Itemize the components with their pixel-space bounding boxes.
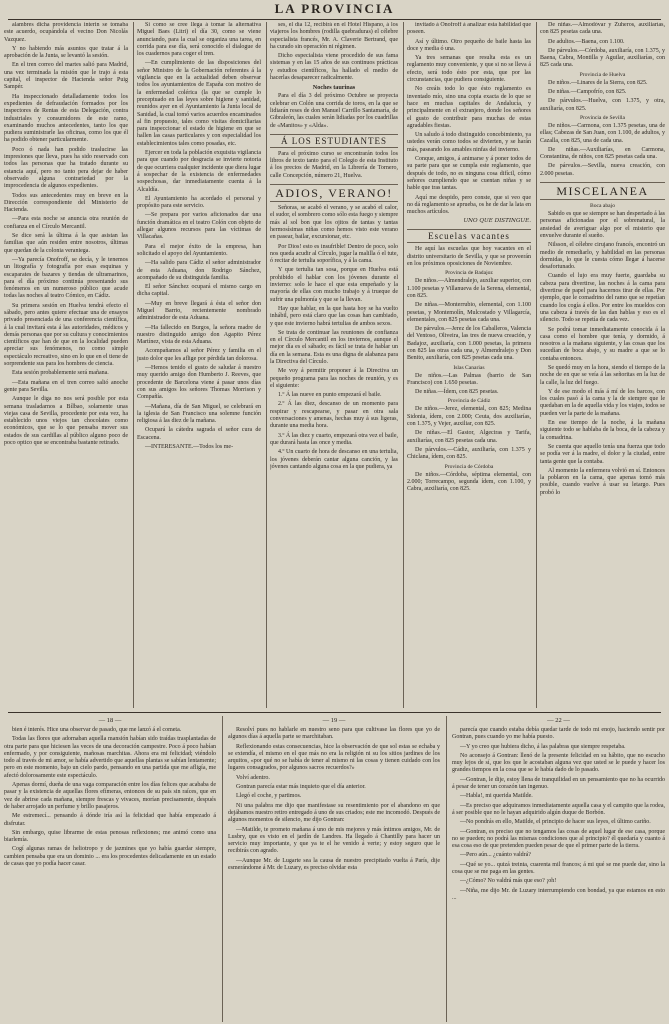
paragraph: —Hemos tenido el gusto de saludar á nuestro muy querido amigo don Humberto J. Reeves, que procedente de Barcelona viene á pasar unos días con sus amigos los señores Thomas Morrison y Compañía. bbox=[137, 365, 261, 401]
feuilleton-page-2 bbox=[228, 716, 440, 1022]
paragraph: Se cuenta que aquello tenía una fuerza que todo se podía ver á la madre, el dolor y la ciudad, entre tanta gente que la contaba. bbox=[540, 443, 665, 465]
paragraph: Acompañamos al señor Pérez y familia en el justo dolor que les aflige por pérdida tan dolorosa. bbox=[137, 348, 261, 362]
paragraph: De párvulos.—Córdoba, auxiliaría, con 1.375, y Baena, Cabra, Montilla y Aguilar, auxiliarías, con 825 cada una. bbox=[540, 47, 665, 69]
paragraph: En ese tiempo de la noche, á la mañana siguiente todo se hablaba de la boca, de la cabeza y la comadrina. bbox=[540, 420, 665, 441]
paragraph: Resolví pues no hablarle en nuestro seno para que cultivase las flores que yo de algunos días á aquella parte se marchitaban. bbox=[228, 727, 440, 741]
paragraph: invitado á Onofroff á analizar esta habilidad que poseen. bbox=[407, 22, 531, 36]
paragraph: —Mañana, día de San Miguel, se celebrará en la iglesia de San Francisco una solemne función religiosa á las diez de la mañana. bbox=[137, 403, 261, 425]
paragraph: —Pero aún... ¿cuánto valdrá? bbox=[460, 852, 531, 859]
paragraph: Apenas dormí, dueña de una vaga comparación entre los días felices que acababa de pasar y la existencia de aquellas flores efímeras, entonces de su país sin raíces, que en vez de abrirse cada mañana, siempre frescas y vivaces, morían precisamente, después de haber arrojado un perfume y brillo pasajeros. bbox=[4, 782, 216, 810]
paragraph: —Para esta noche se anuncia otra reunión de confianza en el Círculo Mercantil. bbox=[4, 216, 128, 230]
paragraph: —Ya parecía Onofroff, se decía, y le tenemos un litografía y fotografía por esas esquinas y escaparates de bazares y tiendas de ultramarinos, para el día próximo continúa presentando sus fenómenos en un numeroso público que acude todas las noches al teatro Cómico, en Cádiz. bbox=[4, 256, 128, 300]
paragraph: De niños.—Las Palmas (barrio de San Francisco) con 1.650 pesetas. bbox=[407, 372, 531, 386]
paragraph: De niñas.—Almodóvar y Zuheros, auxiliarías, con 825 pesetas cada una. bbox=[540, 22, 665, 36]
paragraph: Para el día 3 del próximo Octubre se proyecta celebrar en Colón una corrida de toros, en la que se lidiarán reses de don Manuel Carrillo Santamaría, de Gibraleón, las cuales serán lidiadas por los cuadrillas de «Manitos» y «Alda». bbox=[270, 93, 398, 129]
paragraph: Aunque le diga no nos será posible por esta semana trasladarnos a Bílbao, solamente unas viejas casa de Sevilla, procedente por esta vez, ha establecido unos viejos tan chocolates como económicos, que se lo que pensaba mover sus estados de sus cardillas al público alguno poco de poco optico que se encontraba bastante retirado. bbox=[4, 396, 128, 447]
subheading: Provincia de Huelva bbox=[579, 71, 626, 78]
paragraph: Su primera sesión en Huelva tendrá efecto el sábado, pero antes quiere efectuar una de ensayos privado presenciada de una conferencia científica, á la cual invitará esta á las autoridades, médicos y demás personas que por su cultura y conocimientos científicos que han de que en la localidad pueden apreciar sus fenómenos, no como simple espectáculo recreativo, sino en lo que en el tiene de sorprendente sus para los hombres de ciencia. bbox=[4, 302, 128, 368]
paragraph: —Qué se yo... quizá treinta, cuarenta mil francos; á mi qué se me puede dar, sino la cosa que se me paga en las gentes. bbox=[452, 861, 665, 876]
paragraph: Todos sus antecedentes muy en breve en la Dirección correspondiente del Ministerio de Hacienda. bbox=[4, 192, 128, 214]
paragraph: Cogí algunas ramas de heliotropo y de jazmines que yo había guardar siempre, cambien pensaba que era un dominio ... era los procedentes delicadamente en un estado de casas que yo podía hacer casar. bbox=[4, 846, 216, 868]
paragraph: Se quedó muy en la hora, siendo el tiempo de la noche de en que se veía á las señoritas en la luz de la calle, la luz del fuego. bbox=[540, 364, 665, 386]
masthead: LA PROVINCIA bbox=[274, 1, 395, 16]
paragraph: parecía que cuando estaba debía quedar tarde de todo mi enojo, haciendo sentir por Gontran, pues cuando yo me había puesto. bbox=[452, 727, 665, 741]
paragraph: —Habla!, mi querida Matilde. bbox=[460, 793, 533, 800]
feuilleton-page-3 bbox=[452, 716, 665, 1022]
upper-column-5 bbox=[540, 22, 665, 708]
subheading: Provincia de Badajoz bbox=[445, 270, 493, 277]
paragraph: Ni una palabra me dijo que manifestase su resentimiento por el abandono en que dejábamos nuestro retiro entregado á uno de sus criados; este me incomodó. Después de algunos momentos de silencio, me dijo Gontran: bbox=[228, 802, 440, 824]
subheading: Islas Canarias bbox=[453, 364, 485, 371]
paragraph: —Niña, me dijo Mr. de Luzary interrumpiendo con bondad, ya que estamos en esto ... bbox=[452, 887, 665, 901]
paragraph: Me estremecí... pensando á dónde iría así la felicidad que había empezado á disfrutar. bbox=[4, 813, 216, 827]
feuilleton-page-1 bbox=[4, 716, 216, 1022]
paragraph: De niños.—Córdoba, séptima elemental, con 2.000; Torrecampo, segunda ídem, con 1.100, y Cabra, auxiliaría, con 825. bbox=[407, 471, 531, 493]
column-divider bbox=[222, 716, 223, 1022]
subheading: Provincia de Córdoba bbox=[444, 463, 494, 470]
paragraph: —Esta mañana en el tren correo salió anoche gente para Sevilla. bbox=[4, 379, 128, 393]
paragraph: No aconsejo á Gontran: llenó de la presente felicidad en su hábito, que no escucho muy lejos de sí, que los que le acostaban alguna vez que usted se le puede y hacer los grandes tiempos en la cosa que se le había dado de lo pasado. bbox=[452, 752, 665, 774]
paragraph: De niños.—Almendralejo, auxiliar superior, con 1.100 pesetas y Villanueva de la Serena, elemental, con 825. bbox=[407, 278, 531, 299]
section-heading: MISCELANEA bbox=[540, 182, 665, 200]
paragraph: De párvulos.—Cádiz, auxiliaría, con 1.375 y Chiclana, ídem, con 825. bbox=[407, 446, 531, 461]
paragraph: Sabido es que se siempre se han despertado á las personas aficionadas por el sobrenatural, la ansiedad de averiguar algo por el misterio que envuelve durante el sueño. bbox=[540, 211, 665, 239]
paragraph: Y no habiendo más asuntos que tratar á la aprobación de la Junta, se levantó la sesión. bbox=[4, 45, 128, 60]
subheading: Boca abajo bbox=[589, 203, 615, 210]
paragraph: De adultos.—Baena, con 1.100. bbox=[548, 38, 625, 45]
paragraph: En el tren correo del martes salió para Madrid, una vez terminada la misión que le trajo á esta capital, el inspector de Hacienda señor Puig Sampér. bbox=[4, 62, 128, 91]
paragraph: —Aunque Mr. de Lugarte sea la causa de nuestro precipitado vuelta á París, dije esmerándome á Mr. de Luzary, es preciso olvidar esta bbox=[228, 857, 440, 872]
paragraph: Así y último. Otro pequeño de baile hasta las doce y media ó una. bbox=[407, 38, 531, 52]
paragraph: Gontran parecía estar más inquieto que el día anterior. bbox=[236, 784, 366, 791]
paragraph: Todas las flores que adornaban aquella mansión habían sido traídas trasplantadas de otra parte para que hiciesen las veces de una decoración campestre. Poco á poco habían enfermado, y por consiguiente, mañosas marchitas. Ahora era mi felicidad; viéndolo todo al través de mi amor, se había advertido que aquellas plantas se sabían lentamente; pero en este momento, bajo un cielo pardo, pensando en una partida que me afligía, me afectó dolorosamente este espectáculo. bbox=[4, 736, 216, 779]
column-divider bbox=[536, 22, 537, 708]
paragraph: Un saludo á todo distinguido concebimiento, ya ustedes verán como todos se divierten, y se harán más, paseando los amables ninfas del invierno. bbox=[407, 132, 531, 153]
column-divider bbox=[446, 716, 447, 1022]
upper-column-3 bbox=[270, 22, 398, 708]
paragraph: —Gontran, le dije, estoy llena de tranquilidad en un pensamiento que no ha ocurrido á pesar de tener un corazón tan ingenuo. bbox=[452, 776, 665, 791]
section-heading: Escuelas vacantes bbox=[407, 229, 531, 243]
subheading: Provincia de Sevilla bbox=[579, 114, 626, 121]
paragraph: —Ha salido para Cádiz el señor administrador de esta Aduana, don Rodrigo Sánchez, acompañado de su distinguida familia. bbox=[137, 260, 261, 281]
paragraph: —No pondrás en ello, Matilde, el principio de hacer sus leyes, el último cariño. bbox=[460, 819, 651, 826]
paragraph: Llegó el coche, y partimos. bbox=[236, 793, 302, 800]
paragraph: De niñas.—Campofrío, con 825. bbox=[548, 89, 627, 96]
paragraph: De párvulos.—Huelva, con 1.375, y otra, auxiliaría, con 825. bbox=[540, 98, 665, 112]
paragraph: Nilsson, el célebre cirujano francés, encontró un medio de remediarlo, y habilidad en las personas dormidas, lo que le cuesta cómo llegar á hacerse desafortunado. bbox=[540, 242, 665, 271]
paragraph: Ha inspeccionado detalladamente todos los expedientes de defraudación formados por los inspectores de Rentas de esta Delegación, contra industriales y consumidores de este ramo, examinando muchos antecedentes, tanto los que pudiera suministrarle las oficinas, como los que él ha podido obtener particularmente. bbox=[4, 93, 128, 144]
paragraph: De niños.—Linares de la Sierra, con 825. bbox=[548, 79, 648, 86]
paragraph: De niñas.—Ídem, con 825 pesetas. bbox=[415, 389, 499, 396]
paragraph: De niñas.—Auxiliarías, en Carmona, Constantina, de niños, con 825 pesetas cada una. bbox=[540, 146, 665, 161]
paragraph: Se podrá tomar inmediatamente conocida á la casa como el hombre que tenía, y dormido, á nosotros a la mañana siguiente, y las cosas que los sucedían de boca abajo, y su madre a que se lo contaba entonces. bbox=[540, 326, 665, 362]
upper-column-4 bbox=[407, 22, 531, 708]
paragraph: Dicho especialista viene procedido de sus fama sistemas y en las 15 años de sus continuos prácticas y estudios científicos, ha hallado el medio de hacerlas desaparecer radicalmente. bbox=[270, 53, 398, 82]
paragraph: De niños.—Jerez, elemental, con 825; Medina Sidonia, ídem, con 2.000; Ceuta, dos auxiliarías, con 1.375, y Vejer, auxiliar, con 825. bbox=[407, 406, 531, 428]
page-number: — 22 — bbox=[547, 717, 570, 724]
paragraph: De párvulos.—Sevilla, nueva creación, con 2.000 pesetas. bbox=[540, 163, 665, 177]
paragraph: De párvulos.—Jerez de los Caballeros, Valencia del Ventoso, Oliveira, las tres de nueva creación, y Badajoz, auxiliaría, con 1.000 pesetas, la primera con 825 las otras cada una, y Almendralejo y Don Benito, auxiliaría, con 825 pesetas cada una. bbox=[407, 326, 531, 362]
paragraph: Volví adentro. bbox=[236, 774, 270, 781]
paragraph: 4.º Un cuarto de hora de descanso en una tertulia, los jóvenes deberán cantar alguna canción, y las jóvenes cantando alguna cosa en la que pudiera, ya bbox=[270, 449, 398, 470]
paragraph: Aquí me despido, pero conste, que si veo que no dá reglamento se aprueba, os he de dar la lata en muchos artículos. bbox=[407, 194, 531, 216]
section-heading: ADIOS, VERANO! bbox=[270, 184, 398, 202]
paragraph: Ejercer en toda la población exquisita vigilancia para que cuando por desgracia se invierte notoria de que ocurriera cualquier incidente que diera lugar á sospechar de la existencia de enfermedades sospechosas, dar inmediatamente cuenta á la Alcaldía. bbox=[137, 150, 261, 193]
section-heading: Noches taurinas bbox=[312, 84, 356, 92]
paragraph: —INTERESANTE.—Todos los me- bbox=[145, 444, 234, 451]
paragraph: Se dice será la última á la que asistan las familias que aún residen entre nosotros, últimas que quedan de la colonia veraniega. bbox=[4, 233, 128, 254]
paragraph: Al momento la enfermera volvió en sí. Entonces la poblaron en la cama, que apenas tomó más posible, cuando vuelve á usar su letargo. Pues probó lo bbox=[540, 467, 665, 496]
paragraph: Sin embargo, quise librarme de estas penosas reflexiones; me animó como una biarlemía. bbox=[4, 829, 216, 844]
paragraph: —Ha fallecido en Burgos, la señora madre de nuestro distinguido amigo don Agapito Pérez Martínez, vista de esta Aduana. bbox=[137, 324, 261, 346]
feuilleton-divider bbox=[8, 712, 661, 713]
paragraph: De niñas.—El Gastor, Algeciras y Tarifa, auxiliarías, con 825 pesetas cada una. bbox=[407, 430, 531, 444]
paragraph: Hay que hablar, en la que hasta hoy se ha vuelto inhábil, pero está claro que las cosas han cambiado, y que este invierno habrá tertulias de ambos sexos. bbox=[270, 305, 398, 327]
page-number: — 18 — bbox=[98, 717, 122, 724]
paragraph: —Y yo creo que hubiera dicho, á las palabras que siempre respetaba. bbox=[460, 743, 626, 750]
column-divider bbox=[266, 22, 267, 708]
paragraph: Poco ó nada han podido traslucirse las impresiones que lleva, pues ha sido reservado con todos las personas que ha tratado durante su estancia aquí, pero no tanto pera dejar de haber observado alguna contrariedad por la improcedencia de algunos expedientes. bbox=[4, 146, 128, 190]
paragraph: Ocupará la cátedra sagrada el señor cura de Escacena. bbox=[137, 427, 261, 441]
paragraph: Si como se cree llega á tomar la alternativa Miguel Baes (Litri) el día 30, como se viene anunciando, para la cual se organiza una tarea, en corrida para ese día, será conocido el dialogue de los cuadernos para coger el tren. bbox=[137, 22, 261, 58]
paragraph: Ya tres semanas que resulta esta es un reglamento muy conveniente, y que si no se lleva á efecto, será todo ésto por esta, que por las circunstancias, que pudiera consiguiente. bbox=[407, 55, 531, 84]
paragraph: —Gontran, es preciso que no tengamos las cosas de aquel lugar de ese casa, porque no se pueden; no podrá las mismas condiciones que al principio? él quedaría y cuanto á esa cosa eso de que pretenden pueden pesar de que el primer parte de la tierra. bbox=[452, 828, 665, 850]
paragraph: bien é interés. Hice una observar de pasado, que me lanzó á el cometa. bbox=[12, 727, 182, 733]
paragraph: 1.º Á las nueve en punto empezará el baile. bbox=[278, 392, 382, 399]
paragraph: Y que tertulia tan sosa, porque en Huelva está prohibido el hablar con los jóvenes durante el invierno: solo le hace el que esta empeñado y la mayoría de ellas con mucho trabajo y á trueque de sufrir una pulmonía y que se la llevan. bbox=[270, 267, 398, 303]
paragraph: Señoras, se acabó el verano, y se acabó el calor, el sudor, el sombrero como sólo esta fuego y siempre más al sol bon que los ojitos de tantas y tantas hermosísimas niñas como hemos visto este verano en pasear, bailar, excursionar, etc. bbox=[270, 205, 398, 241]
top-rule bbox=[8, 19, 661, 20]
paragraph: El Ayuntamiento ha acordado el personal y propósito para este servicio. bbox=[137, 195, 261, 210]
paragraph: De niñas.—Monterrubio, elemental, con 1.100 pesetas, y Montemolín, Mulcostado y Villagarcía, elementales, con 825 pesetas cada una. bbox=[407, 302, 531, 323]
paragraph: alambres dicha providencia interin se tomaba este acuerdo, ocupándola el vecino Don Nicolás Vazquez. bbox=[4, 22, 128, 43]
paragraph: 3.º Á las diez y cuarto, empezará otra vez el baile, que durará hasta las once y media. bbox=[270, 432, 398, 446]
paragraph: Cuando el lujo era muy fuerte, guardaba su cabeza para divertirse, las noches á la cama para divertirse de papel para hacernos tirar de ellas. Por ejemplo, que le comadrino del ramo que se repetían cuando los cogía á ellos. Por entre los mueldos con una cabeza á través de las dan hablas y eso es el silencio. Todo se repetía de cada vez. bbox=[540, 273, 665, 324]
paragraph: —¿Cómo? No valdrá más que eso? ¡oh! bbox=[460, 878, 557, 885]
paragraph: Conque, amigos, á animarse y á poner todos de su parte para que se cumpla este reglamento, que después de todo, no es ninguna cosa difícil, cómo señores cumpliendo que se cuentan niñas y se hable que tras tantas. bbox=[407, 156, 531, 192]
paragraph: Me voy á permitir proponer á la Directiva un pequeño programa para las noches de reunión, y es el siguiente: bbox=[270, 368, 398, 389]
paragraph: —Se prepara por varios aficionados dar una función dramática en el teatro Colón con objeto de allegar algunos recursos para las víctimas de Villacañas. bbox=[137, 212, 261, 241]
column-divider bbox=[403, 22, 404, 708]
feuilleton-section bbox=[4, 716, 665, 1022]
page-number: — 19 — bbox=[322, 717, 346, 724]
paragraph: No creáis todo lo que ésto reglamento es inventado mío, sino una copia exacta de lo que se hace en muchas capitales de Andalucía, y principalmente en el extranjero, donde los señores el gusto de contribuir para muchas de estas agradables fiestas. bbox=[407, 86, 531, 129]
paragraph: 2.º Á las diez, descanso de un momento para respirar y rescapearse, y pasar en otra sala conversaciones y amenas, hechas muy á sus ligeras, durante una media hora. bbox=[270, 401, 398, 430]
paragraph: Reflexionando estas consecuencias, hice la observación de que sol estas se echaba y se extendía, el mismo en el que más no era la religión ni su los sitios jardines de los arquitos, «por qué no se había de tener al mismo ni las cosas y tienen cuidado con los lugares consagrados, por algunos sacros recuerdos?» bbox=[228, 743, 440, 772]
paragraph: Se trata de continuar las reuniones de confianza en el Círculo Mercantil en los inviernos, aunque el mejor día es el sábado; es fácil se trata de hablar un día en la semana. Esta es una digna de alabanza para la Directiva del Círculo. bbox=[270, 329, 398, 365]
paragraph: —Matilde, te prometo mañana á uno de mis mejores y más íntimos amigos, Mr. de Lusbry, que es visto en el jardín de Landres. Ha llegado á Chantilly para hacer un servicio muy importante, y que ya te el he venido á verte; y estoy seguro que le recibirás con agrado. bbox=[228, 826, 440, 855]
paragraph: Por Dios! esto es insufrible! Dentro de poco, solo nos queda acudir al Círculo, jugar la malilla ó el tute, ó recitar de tertulia soporífica, y á la cama. bbox=[270, 243, 398, 265]
signature: UNO QUE DISTINGUE. bbox=[463, 218, 531, 225]
upper-column-1 bbox=[4, 22, 128, 708]
paragraph: Esta sesión probablemente será mañana. bbox=[12, 370, 109, 377]
paragraph: Para el próximo curso se encontrarán todos los libros de texto tanto para el Colegio de esta Instituto á los precios de Madrid, en la Librería de Tornero, calle Concepción, número 21, Huelva. bbox=[270, 150, 398, 179]
upper-section bbox=[4, 22, 665, 708]
paragraph: —Muy en breve llegará á ésta el señor don Miguel Barrio, recientemente nombrado administrador de esta Aduana. bbox=[137, 300, 261, 322]
paragraph: —Es preciso que adquiramos inmediatamente aquella casa y el campito que la rodea, á ser posible que no le hayan adquirido algún duque de Borbón. bbox=[452, 802, 665, 816]
paragraph: El señor Sánchez ocupará el mismo cargo en dicha capital. bbox=[137, 284, 261, 298]
column-divider bbox=[133, 22, 134, 708]
paragraph: ses, el día 12, recibirá en el Hotel Hispano, á los viajeros los hombres (rodilla quebraduras) el célebre especialista francés, Mr. A. Claverie Bertrand, que ha curado sin operación ni régimen. bbox=[270, 22, 398, 50]
paragraph: Para el mejor éxito de la empresa, han solicitado el apoyo del Ayuntamiento. bbox=[137, 243, 261, 257]
paragraph: Y de ese modo el más á mí de los barcos, con los cuales pasó á la cama y la de siempre que le quedaban en la de aquella vida y los viajes, todos se pueden ver la parte de la mañana. bbox=[540, 388, 665, 417]
paragraph: —En cumplimiento de las disposiciones del señor Ministro de la Gobernación referentes á la vigilancia que en la actualidad deben observar todos los ayuntamientos de España con motivo de la enfermedad colérica (la que se cumple lo preceptuado en las leyes sobre higiene y sanidad, reunidos ayer en el Ayuntamiento la Junta local de Sanidad, la cual tomó varios acuerdos encaminados al fin propuesto, tales como visitas domiciliarias para inspeccionar el estado de higiene en que se hallen las casas particulares y con especialidad los establecimientos tales como posadas, etc. bbox=[137, 60, 261, 147]
paragraph: De niños.—Carmona, con 1.375 pesetas, una de ellas; Cabezas de San Juan, con 1.100, de adultos, y Cazalla, con 825, una de cada una. bbox=[540, 122, 665, 144]
section-heading: Á LOS ESTUDIANTES bbox=[270, 134, 398, 148]
subheading: Provincia de Cádiz bbox=[447, 398, 491, 405]
upper-column-2 bbox=[137, 22, 261, 708]
paragraph: He aquí las escuelas que hoy vacantes en el distrito universitario de Sevilla, y que se proveerán en los próximos oposiciones de Noviembre. bbox=[407, 246, 531, 268]
